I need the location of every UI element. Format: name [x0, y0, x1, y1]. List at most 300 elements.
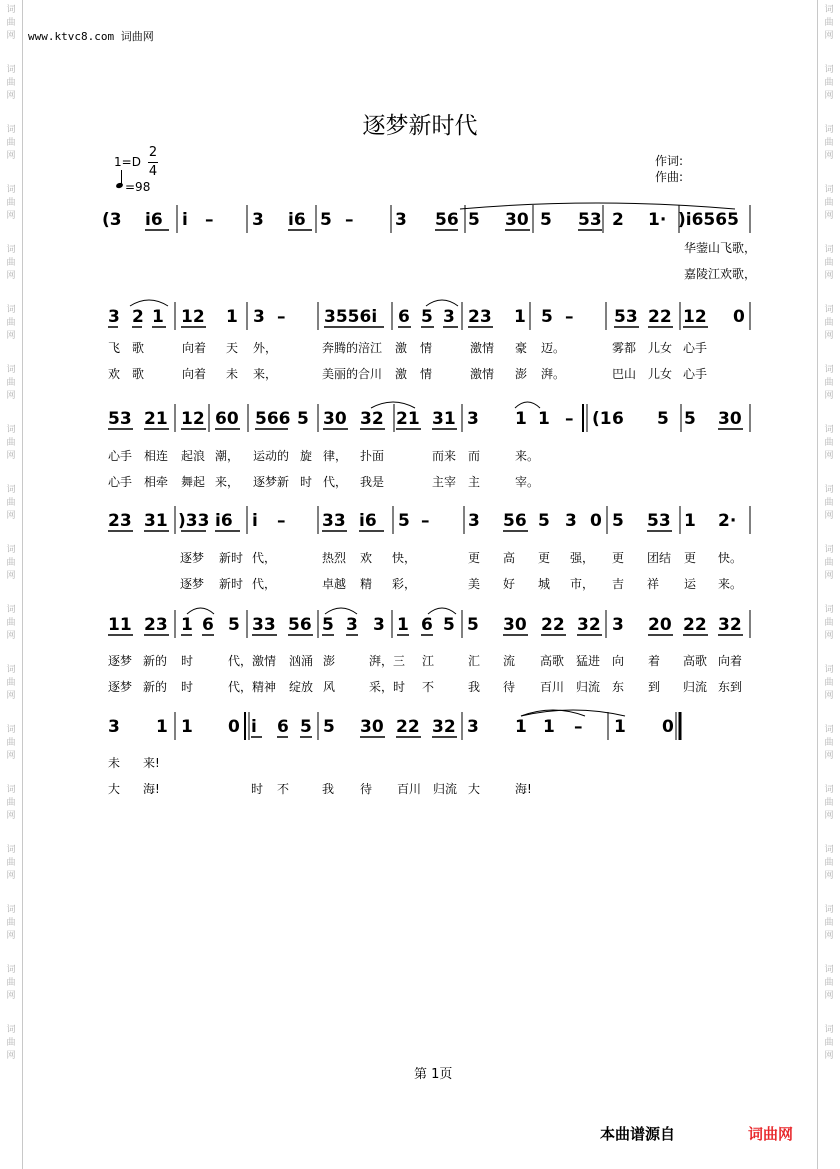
watermark-char: 曲 — [6, 558, 16, 568]
lyric: 向着 — [182, 341, 207, 355]
watermark-char: 词 — [824, 185, 834, 195]
watermark-char: 词 — [6, 425, 16, 435]
lyric: 好 — [503, 577, 516, 591]
lyric: 向着 — [182, 367, 207, 381]
lyric: 东 — [612, 680, 625, 694]
lyric: 时 — [300, 475, 313, 489]
note: 5 — [657, 409, 669, 429]
slur — [428, 608, 456, 614]
note: 3 — [253, 307, 265, 327]
note: 56 — [288, 615, 312, 635]
note: 6 — [277, 717, 289, 737]
lyric: 时 — [251, 782, 264, 796]
watermark-char: 曲 — [6, 18, 16, 28]
lyric: 外， — [253, 341, 278, 355]
note: 5 — [297, 409, 309, 429]
lyric: 快。 — [718, 551, 743, 565]
note: 30 — [360, 717, 384, 737]
note: 5 — [467, 615, 479, 635]
lyric: 儿女 — [648, 367, 673, 381]
lyric: 欢 — [360, 551, 373, 565]
note: 23 — [468, 307, 492, 327]
note: 3 — [565, 511, 577, 531]
lyric: 湃，三 — [369, 654, 406, 668]
note: 3 — [373, 615, 385, 635]
lyric: 豪 — [515, 341, 528, 355]
note: – — [565, 307, 574, 327]
watermark-char: 曲 — [824, 318, 834, 328]
watermark-char: 网 — [824, 571, 834, 581]
watermark-char: 网 — [824, 631, 834, 641]
watermark-char: 网 — [6, 271, 16, 281]
lyric: 城 — [538, 577, 551, 591]
note: 12 — [683, 307, 707, 327]
watermark-char: 网 — [824, 91, 834, 101]
note: 22 — [541, 615, 565, 635]
watermark-char: 曲 — [824, 738, 834, 748]
note: – — [345, 210, 354, 230]
note: 6 — [202, 615, 214, 635]
source-site-name[interactable]: 词曲网 — [748, 1125, 794, 1143]
note: 5 — [443, 615, 455, 635]
watermark-char: 词 — [6, 125, 16, 135]
lyric: 律， — [323, 449, 348, 463]
note: 60 — [215, 409, 239, 429]
lyric: 迈。 — [541, 341, 566, 355]
lyric: 逐梦 — [180, 551, 205, 565]
watermark-char: 曲 — [824, 78, 834, 88]
watermark-char: 词 — [824, 305, 834, 315]
lyric: 心手 — [108, 449, 133, 463]
slur — [130, 300, 168, 306]
note: i6 — [145, 210, 163, 230]
watermark-char: 曲 — [6, 918, 16, 928]
lyric: 归流 — [433, 782, 458, 796]
note: 12 — [181, 409, 205, 429]
watermark-char: 网 — [6, 151, 16, 161]
lyric: 情 — [420, 341, 433, 355]
watermark-char: 词 — [6, 665, 16, 675]
lyric: 高歌 — [540, 654, 565, 668]
lyric: 天 — [226, 341, 239, 355]
watermark-char: 词 — [6, 65, 16, 75]
lyric: 宰。 — [515, 475, 540, 489]
note: 1 — [538, 409, 550, 429]
watermark-char: 网 — [6, 871, 16, 881]
lyric: 向着 — [718, 654, 743, 668]
lyric: 来。 — [718, 577, 743, 591]
lyric: 向 — [612, 654, 625, 668]
watermark-char: 词 — [824, 965, 834, 975]
watermark-char: 词 — [6, 365, 16, 375]
page-number: 第 1页 — [414, 1067, 453, 1082]
note: (1 — [592, 409, 612, 429]
watermark-char: 曲 — [6, 858, 16, 868]
watermark-char: 曲 — [6, 438, 16, 448]
note: – — [421, 511, 430, 531]
watermark-char: 网 — [6, 751, 16, 761]
watermark-char: 网 — [824, 931, 834, 941]
note: 1 — [514, 307, 526, 327]
watermark-char: 词 — [6, 905, 16, 915]
note: 1 — [684, 511, 696, 531]
lyric: 归流 — [683, 680, 708, 694]
note: 22 — [648, 307, 672, 327]
lyric: 代， — [252, 551, 277, 565]
lyric: 代， — [252, 577, 277, 591]
lyric: 激情 — [470, 341, 495, 355]
watermark-char: 词 — [824, 725, 834, 735]
note: 5 — [540, 210, 552, 230]
note: 3 — [346, 615, 358, 635]
watermark-char: 曲 — [6, 378, 16, 388]
watermark-char: 网 — [824, 211, 834, 221]
lyric: 不 — [422, 680, 435, 694]
watermark-char: 词 — [824, 5, 834, 15]
watermark-char: 曲 — [824, 1038, 834, 1048]
lyric: 到 — [648, 680, 661, 694]
lyric: 儿女 — [648, 341, 673, 355]
watermark-char: 词 — [824, 605, 834, 615]
slur — [371, 402, 415, 408]
note: i6 — [215, 511, 233, 531]
lyric: 歌 — [132, 341, 145, 355]
watermark-char: 网 — [824, 871, 834, 881]
watermark-char: 网 — [6, 571, 16, 581]
lyric: 相连 — [144, 449, 169, 463]
watermark-char: 词 — [824, 65, 834, 75]
watermark-char: 网 — [6, 991, 16, 1001]
lyric: 湃。 — [541, 367, 566, 381]
note: 33 — [252, 615, 276, 635]
watermark-char: 曲 — [824, 498, 834, 508]
note: 1 — [614, 717, 626, 737]
lyric: 奔腾的涪江 — [322, 341, 383, 355]
lyric: 华蓥山飞歌， — [684, 241, 757, 255]
watermark-char: 词 — [824, 845, 834, 855]
watermark-char: 曲 — [824, 798, 834, 808]
lyric: 心手 — [683, 367, 708, 381]
note: 5 — [320, 210, 332, 230]
lyric: 卓越 — [322, 577, 347, 591]
note: 21 — [144, 409, 168, 429]
note: 5 — [684, 409, 696, 429]
watermark-char: 网 — [6, 31, 16, 41]
note: 32 — [718, 615, 742, 635]
lyric: 代， — [323, 475, 348, 489]
watermark-char: 网 — [824, 271, 834, 281]
note: – — [565, 409, 574, 429]
note: 3 — [468, 511, 480, 531]
tempo-marking: =98 — [125, 180, 151, 194]
lyric: 东到 — [718, 680, 743, 694]
watermark-char: 曲 — [6, 198, 16, 208]
lyric: 逐梦新 — [253, 475, 290, 489]
watermark-char: 网 — [6, 451, 16, 461]
watermark-char: 曲 — [824, 918, 834, 928]
note: 30 — [505, 210, 529, 230]
watermark-char: 曲 — [824, 258, 834, 268]
watermark-char: 曲 — [6, 678, 16, 688]
note: 6 — [612, 409, 624, 429]
watermark-char: 网 — [824, 1051, 834, 1061]
lyric: 高歌 — [683, 654, 708, 668]
lyric: 我 — [468, 680, 481, 694]
watermark-char: 网 — [824, 751, 834, 761]
watermark-char: 词 — [6, 185, 16, 195]
lyric: 雾都 — [612, 341, 637, 355]
watermark-char: 网 — [824, 811, 834, 821]
slur — [521, 710, 625, 716]
note: 22 — [683, 615, 707, 635]
site-url[interactable]: www.ktvc8.com 词曲网 — [28, 30, 154, 43]
note: 1 — [515, 717, 527, 737]
watermark-char: 网 — [6, 211, 16, 221]
slur — [460, 203, 735, 209]
watermark-char: 词 — [824, 785, 834, 795]
watermark-char: 词 — [824, 365, 834, 375]
watermark-char: 曲 — [6, 798, 16, 808]
lyric: 美 — [468, 577, 481, 591]
lyric: 汇 — [468, 654, 481, 668]
note: 3556i — [324, 307, 378, 327]
lyric: 海! — [143, 782, 160, 796]
note: 3 — [252, 210, 264, 230]
watermark-char: 曲 — [6, 1038, 16, 1048]
note: 30 — [323, 409, 347, 429]
lyric: 逐梦 — [108, 680, 133, 694]
lyric: 代，激情 — [228, 654, 277, 668]
note: 32 — [360, 409, 384, 429]
note: – — [277, 511, 286, 531]
lyric: 而 — [468, 449, 481, 463]
watermark-char: 网 — [6, 511, 16, 521]
watermark-char: 词 — [6, 725, 16, 735]
note: 20 — [648, 615, 672, 635]
slur — [426, 300, 458, 306]
watermark-char: 网 — [824, 31, 834, 41]
note: 32 — [432, 717, 456, 737]
note: 5 — [541, 307, 553, 327]
watermark-char: 曲 — [6, 258, 16, 268]
note: 2· — [718, 511, 737, 531]
note: 23 — [144, 615, 168, 635]
lyric: 欢 — [108, 367, 121, 381]
note: – — [574, 717, 583, 737]
lyric: 激 — [395, 341, 408, 355]
watermark-char: 网 — [6, 91, 16, 101]
lyric: 而来 — [432, 449, 457, 463]
watermark-char: 词 — [6, 245, 16, 255]
lyric: 热烈 — [322, 551, 347, 565]
lyric: 精 — [360, 577, 373, 591]
lyric: 归流 — [576, 680, 601, 694]
note: 5 — [398, 511, 410, 531]
note: 1 — [226, 307, 238, 327]
lyric: 团结 — [647, 551, 672, 565]
lyric: 潮， — [215, 449, 240, 463]
note: 3 — [108, 307, 120, 327]
watermark-char: 词 — [824, 665, 834, 675]
lyric: 嘉陵江欢歌， — [684, 267, 757, 281]
note: 56 — [503, 511, 527, 531]
note: 21 — [396, 409, 420, 429]
lyric: 时 — [181, 654, 194, 668]
lyric: 逐梦 — [108, 654, 133, 668]
lyric: 旋 — [300, 449, 313, 463]
lyric: 心手 — [683, 341, 708, 355]
watermark-char: 词 — [6, 605, 16, 615]
watermark-char: 曲 — [824, 18, 834, 28]
lyric: 着 — [648, 654, 661, 668]
watermark-char: 曲 — [6, 498, 16, 508]
watermark-char: 曲 — [824, 678, 834, 688]
note: 6 — [398, 307, 410, 327]
lyric: 更 — [468, 551, 481, 565]
lyric: 来， — [215, 475, 240, 489]
note: – — [205, 210, 214, 230]
lyric: 更 — [538, 551, 551, 565]
note: 2 — [612, 210, 624, 230]
note: 1 — [397, 615, 409, 635]
watermark-char: 网 — [6, 931, 16, 941]
note: )33 — [178, 511, 210, 531]
watermark-char: 曲 — [824, 198, 834, 208]
lyric: 来! — [143, 756, 160, 770]
note: 0 — [590, 511, 602, 531]
note: 2 — [132, 307, 144, 327]
note: 53 — [614, 307, 638, 327]
lyric: 江 — [422, 654, 435, 668]
note: 23 — [108, 511, 132, 531]
note: 31 — [432, 409, 456, 429]
lyric: 百川 — [397, 782, 422, 796]
slur — [187, 608, 214, 614]
note: 11 — [108, 615, 132, 635]
note: 566 — [255, 409, 291, 429]
watermark-char: 曲 — [824, 618, 834, 628]
watermark-char: 词 — [824, 245, 834, 255]
note: 53 — [578, 210, 602, 230]
note: 5 — [468, 210, 480, 230]
watermark-char: 网 — [6, 691, 16, 701]
watermark-char: 网 — [824, 331, 834, 341]
watermark-char: 网 — [824, 391, 834, 401]
watermark-char: 词 — [6, 305, 16, 315]
note: 5 — [322, 615, 334, 635]
watermark-char: 词 — [6, 485, 16, 495]
watermark-char: 词 — [824, 545, 834, 555]
note: 3 — [108, 717, 120, 737]
watermark-char: 词 — [824, 1025, 834, 1035]
watermark-char: 曲 — [824, 138, 834, 148]
note: 22 — [396, 717, 420, 737]
lyric: 巴山 — [612, 367, 637, 381]
slur — [515, 402, 540, 408]
note: 1 — [152, 307, 164, 327]
lyric: 心手 — [108, 475, 133, 489]
lyric: 运 — [684, 577, 697, 591]
watermark-char: 曲 — [824, 978, 834, 988]
note: 5 — [228, 615, 240, 635]
note: 56 — [435, 210, 459, 230]
note: 30 — [503, 615, 527, 635]
watermark-char: 网 — [6, 811, 16, 821]
lyric: 猛进 — [576, 654, 601, 668]
lyric: 待 — [360, 782, 373, 796]
lyric: 扑面 — [360, 449, 385, 463]
lyric: 采，时 — [369, 680, 406, 694]
lyric: 主宰 — [432, 475, 457, 489]
song-title: 逐梦新时代 — [362, 113, 478, 139]
lyric: 歌 — [132, 367, 145, 381]
watermark-char: 词 — [6, 785, 16, 795]
lyric: 新时 — [219, 551, 244, 565]
lyric: 澎 — [323, 654, 336, 668]
lyric: 飞 — [108, 341, 121, 355]
lyric: 来， — [253, 367, 278, 381]
lyric: 舞起 — [181, 475, 206, 489]
lyric: 彩， — [392, 577, 417, 591]
watermark-char: 网 — [6, 1051, 16, 1061]
note: i — [252, 511, 258, 531]
watermark-char: 词 — [6, 545, 16, 555]
lyric: 流 — [503, 654, 516, 668]
note: 5 — [538, 511, 550, 531]
note: i — [251, 717, 257, 737]
watermark-char: 网 — [6, 391, 16, 401]
lyric: 市， — [570, 577, 595, 591]
watermark-char: 词 — [6, 845, 16, 855]
note: i6 — [359, 511, 377, 531]
source-label: 本曲谱源自 — [600, 1125, 676, 1143]
lyric: 汹涌 — [289, 654, 314, 668]
note: 1· — [648, 210, 667, 230]
note: 53 — [108, 409, 132, 429]
lyric: 主 — [468, 475, 481, 489]
lyric: 澎 — [515, 367, 528, 381]
lyric: 高 — [503, 551, 516, 565]
note: 1 — [156, 717, 168, 737]
lyric: 不 — [277, 782, 290, 796]
note: (3 — [102, 210, 122, 230]
note: 3 — [612, 615, 624, 635]
watermark-char: 曲 — [6, 78, 16, 88]
lyric: 快， — [392, 551, 417, 565]
watermark-char: 词 — [6, 965, 16, 975]
key-signature: 1=D — [114, 155, 141, 169]
lyric: 起浪 — [181, 449, 206, 463]
lyric: 风 — [323, 680, 336, 694]
note: 3 — [443, 307, 455, 327]
watermark-char: 曲 — [6, 738, 16, 748]
lyric: 我是 — [360, 475, 385, 489]
note: 6 — [421, 615, 433, 635]
watermark-char: 曲 — [6, 138, 16, 148]
lyric: 我 — [322, 782, 335, 796]
time-signature-top: 2 — [148, 145, 158, 160]
lyric: 未 — [226, 367, 239, 381]
note: 0 — [228, 717, 240, 737]
lyric: 更 — [612, 551, 625, 565]
watermark-char: 网 — [824, 691, 834, 701]
note: 3 — [467, 717, 479, 737]
note: 5 — [612, 511, 624, 531]
lyric: 大 — [468, 782, 481, 796]
composer-label: 作曲: — [655, 170, 684, 184]
watermark-char: 曲 — [824, 438, 834, 448]
note: 1 — [181, 717, 193, 737]
